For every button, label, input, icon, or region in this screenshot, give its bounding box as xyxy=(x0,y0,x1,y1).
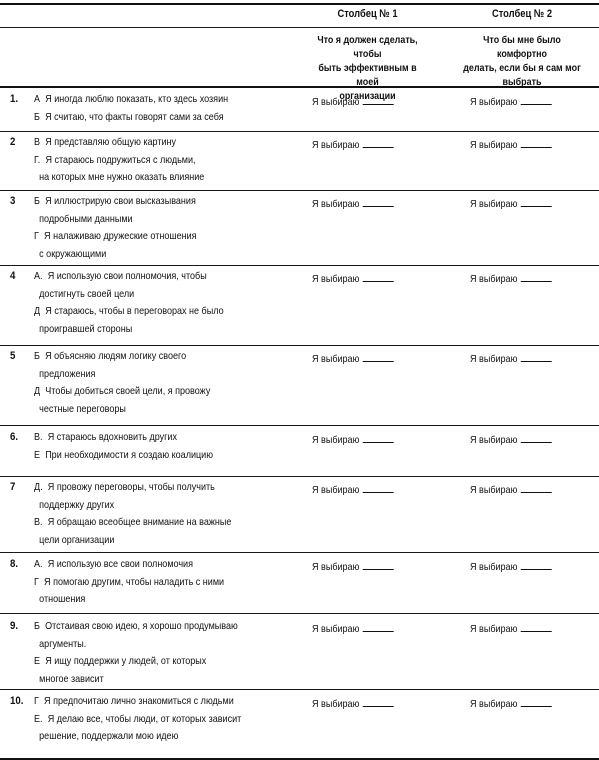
option-text: с окружающими xyxy=(39,247,107,260)
option-line xyxy=(34,321,266,339)
question-number: 6. xyxy=(10,431,19,443)
option-text: Я налаживаю дружеские отношения xyxy=(44,230,197,242)
question-number: 10. xyxy=(10,695,24,707)
answer-blank-field[interactable] xyxy=(521,136,552,148)
option-text: подробными данными xyxy=(39,212,133,225)
answer-blank-field[interactable] xyxy=(521,93,552,105)
answer-blank-field[interactable] xyxy=(521,558,552,570)
col2-answer xyxy=(470,620,552,637)
row-divider xyxy=(0,552,599,553)
option-line xyxy=(34,447,266,465)
table-top-rule xyxy=(0,3,599,5)
answer-label: Я выбираю xyxy=(312,434,360,446)
option-text: предложения xyxy=(39,367,96,380)
option-letter: Б xyxy=(34,620,40,632)
option-line xyxy=(34,514,266,532)
answer-blank-field[interactable] xyxy=(363,195,394,207)
col2-answer xyxy=(470,350,552,367)
option-text: решение, поддержали мою идею xyxy=(39,730,179,742)
question-options xyxy=(34,268,266,338)
answer-blank-field[interactable] xyxy=(521,270,552,282)
option-text: Я предпочитаю лично знакомиться с людьми xyxy=(44,695,234,707)
option-text: Я объясняю людям логику своего xyxy=(45,350,187,362)
option-text: Я помогаю другим, чтобы наладить с ними xyxy=(44,575,225,588)
row-divider xyxy=(0,476,599,477)
question-number: 8. xyxy=(10,558,19,570)
option-letter: В. xyxy=(34,516,43,528)
option-text: поддержку других xyxy=(39,498,115,511)
option-line xyxy=(34,246,266,264)
option-line xyxy=(34,109,266,127)
row-divider xyxy=(0,689,599,690)
col2-answer xyxy=(470,195,552,212)
header-bottom-rule xyxy=(0,86,599,88)
answer-blank-field[interactable] xyxy=(363,93,394,105)
answer-blank-field[interactable] xyxy=(521,350,552,362)
row-divider xyxy=(0,345,599,346)
question-number: 7 xyxy=(10,481,16,493)
option-text: Я провожу переговоры, чтобы получить xyxy=(47,481,215,493)
option-text: Я использую все свои полномочия xyxy=(47,558,194,570)
question-options xyxy=(34,556,266,609)
option-text: Я использую свои полномочия, чтобы xyxy=(47,270,207,282)
option-line xyxy=(34,429,266,447)
answer-blank-field[interactable] xyxy=(521,695,552,707)
answer-blank-field[interactable] xyxy=(521,620,552,632)
answer-label: Я выбираю xyxy=(312,698,360,710)
col1-subtitle-line: быть эффективным в моей xyxy=(318,62,417,88)
option-text: проигравшей стороны xyxy=(39,322,133,335)
option-line xyxy=(34,497,266,515)
col1-title: Столбец № 1 xyxy=(337,8,398,20)
answer-label: Я выбираю xyxy=(312,139,360,151)
col1-subtitle-line: Что я должен сделать, чтобы xyxy=(317,34,418,60)
option-text: Я иллюстрирую свои высказывания xyxy=(45,195,196,207)
answer-label: Я выбираю xyxy=(312,484,360,496)
answer-blank-field[interactable] xyxy=(363,136,394,148)
option-line xyxy=(34,693,266,711)
option-line xyxy=(34,383,266,401)
col2-subtitle-line: Что бы мне было комфортно xyxy=(483,34,561,60)
col1-answer xyxy=(312,93,394,110)
question-options xyxy=(34,91,266,126)
option-line xyxy=(34,366,266,384)
question-options xyxy=(34,693,266,746)
col1-subtitle-line: организации xyxy=(339,90,396,102)
option-text: Я стараюсь, чтобы в переговорах не было xyxy=(45,305,224,317)
option-letter: В. xyxy=(34,431,43,443)
option-line xyxy=(34,193,266,211)
col2-header xyxy=(463,7,582,89)
col2-subtitle-line: выбрать xyxy=(502,76,542,88)
col2-answer xyxy=(470,270,552,287)
option-letter: Д xyxy=(34,305,41,317)
question-number: 4 xyxy=(10,270,16,282)
col2-title: Столбец № 2 xyxy=(491,8,553,20)
row-divider xyxy=(0,265,599,266)
option-line xyxy=(34,228,266,246)
option-line xyxy=(34,532,266,550)
option-text: на которых мне нужно оказать влияние xyxy=(39,171,205,183)
option-letter: Г xyxy=(34,695,39,707)
option-text: отношения xyxy=(39,593,86,605)
answer-label: Я выбираю xyxy=(470,561,518,573)
col2-answer xyxy=(470,431,552,448)
option-letter: Е. xyxy=(34,712,43,725)
option-line xyxy=(34,636,266,654)
option-letter: Г. xyxy=(34,153,41,166)
question-options xyxy=(34,134,266,187)
col1-answer xyxy=(312,270,394,287)
option-line xyxy=(34,653,266,671)
answer-blank-field[interactable] xyxy=(521,481,552,493)
col1-answer xyxy=(312,558,394,575)
option-line xyxy=(34,348,266,366)
col1-answer xyxy=(312,195,394,212)
answer-label: Я выбираю xyxy=(312,561,360,573)
question-number: 5 xyxy=(10,350,16,362)
option-letter: Б xyxy=(34,350,40,362)
option-line xyxy=(34,574,266,592)
question-number: 2 xyxy=(10,136,16,148)
answer-blank-field[interactable] xyxy=(363,481,394,493)
question-options xyxy=(34,429,266,464)
row-divider xyxy=(0,131,599,132)
option-line xyxy=(34,401,266,419)
option-line xyxy=(34,556,266,574)
answer-blank-field[interactable] xyxy=(521,431,552,443)
option-text: честные переговоры xyxy=(39,402,126,415)
option-text: Отстаивая свою идею, я хорошо продумываю xyxy=(45,620,238,632)
option-text: При необходимости я создаю коалицию xyxy=(45,448,214,461)
option-line xyxy=(34,728,266,746)
question-options xyxy=(34,479,266,549)
header-rule xyxy=(0,27,599,28)
answer-label: Я выбираю xyxy=(470,96,518,108)
question-number: 1. xyxy=(10,93,19,105)
answer-blank-field[interactable] xyxy=(521,195,552,207)
option-line xyxy=(34,591,266,609)
answer-label: Я выбираю xyxy=(312,198,360,210)
col1-header xyxy=(310,7,425,103)
option-text: Я делаю все, чтобы люди, от которых зависит xyxy=(47,712,242,725)
col1-answer xyxy=(312,431,394,448)
option-letter: А. xyxy=(34,270,43,282)
option-line xyxy=(34,286,266,304)
question-number: 3 xyxy=(10,195,16,207)
question-options xyxy=(34,618,266,688)
answer-label: Я выбираю xyxy=(470,139,518,151)
col2-answer xyxy=(470,136,552,153)
answer-label: Я выбираю xyxy=(312,623,360,635)
answer-blank-field[interactable] xyxy=(363,620,394,632)
col1-answer xyxy=(312,620,394,637)
option-text: многое зависит xyxy=(39,672,104,685)
answer-label: Я выбираю xyxy=(312,273,360,285)
question-number: 9. xyxy=(10,620,19,632)
question-options xyxy=(34,193,266,263)
answer-label: Я выбираю xyxy=(312,96,360,108)
option-text: Я иногда люблю показать, кто здесь хозяин xyxy=(45,93,229,105)
option-line xyxy=(34,711,266,729)
answer-label: Я выбираю xyxy=(470,353,518,365)
option-letter: Д. xyxy=(34,481,43,493)
question-options xyxy=(34,348,266,418)
option-text: Я ищу поддержки у людей, от которых xyxy=(45,655,207,667)
row-divider xyxy=(0,613,599,614)
option-text: Я обращаю всеобщее внимание на важные xyxy=(47,516,232,528)
col2-answer xyxy=(470,93,552,110)
option-text: Я считаю, что факты говорят сами за себя xyxy=(45,110,224,123)
answer-label: Я выбираю xyxy=(470,623,518,635)
option-line xyxy=(34,211,266,229)
option-line xyxy=(34,134,266,152)
option-letter: Е xyxy=(34,655,41,667)
col2-subtitle-line: делать, если бы я сам мог xyxy=(463,62,581,74)
answer-blank-field[interactable] xyxy=(363,695,394,707)
answer-label: Я выбираю xyxy=(470,198,518,210)
option-line xyxy=(34,152,266,170)
option-letter: В xyxy=(34,136,41,148)
option-letter: А xyxy=(34,93,41,105)
option-letter: Б xyxy=(34,195,40,207)
option-text: достигнуть своей цели xyxy=(39,287,135,300)
option-line xyxy=(34,268,266,286)
col1-answer xyxy=(312,350,394,367)
option-letter: Г xyxy=(34,575,39,588)
col2-answer xyxy=(470,558,552,575)
row-divider xyxy=(0,190,599,191)
row-divider xyxy=(0,425,599,426)
col1-answer xyxy=(312,695,394,712)
answer-label: Я выбираю xyxy=(312,353,360,365)
option-text: Я стараюсь подружиться с людьми, xyxy=(45,153,196,166)
col2-answer xyxy=(470,695,552,712)
answer-label: Я выбираю xyxy=(470,434,518,446)
answer-blank-field[interactable] xyxy=(363,558,394,570)
answer-blank-field[interactable] xyxy=(363,431,394,443)
option-letter: Г xyxy=(34,230,39,242)
option-line xyxy=(34,479,266,497)
option-text: аргументы. xyxy=(39,637,87,650)
option-text: Я стараюсь вдохновить других xyxy=(47,431,178,443)
answer-label: Я выбираю xyxy=(470,273,518,285)
answer-blank-field[interactable] xyxy=(363,350,394,362)
answer-blank-field[interactable] xyxy=(363,270,394,282)
col2-answer xyxy=(470,481,552,498)
answer-label: Я выбираю xyxy=(470,698,518,710)
option-line xyxy=(34,169,266,187)
option-line xyxy=(34,303,266,321)
option-letter: Б xyxy=(34,110,40,123)
option-line xyxy=(34,618,266,636)
col1-answer xyxy=(312,481,394,498)
option-letter: А. xyxy=(34,558,43,570)
option-letter: Д xyxy=(34,385,41,397)
answer-label: Я выбираю xyxy=(470,484,518,496)
option-line xyxy=(34,91,266,109)
option-letter: Е xyxy=(34,448,41,461)
option-text: цели организации xyxy=(39,533,115,546)
col1-answer xyxy=(312,136,394,153)
option-text: Чтобы добиться своей цели, я провожу xyxy=(45,385,211,397)
option-text: Я представляю общую картину xyxy=(45,136,177,148)
option-line xyxy=(34,671,266,689)
